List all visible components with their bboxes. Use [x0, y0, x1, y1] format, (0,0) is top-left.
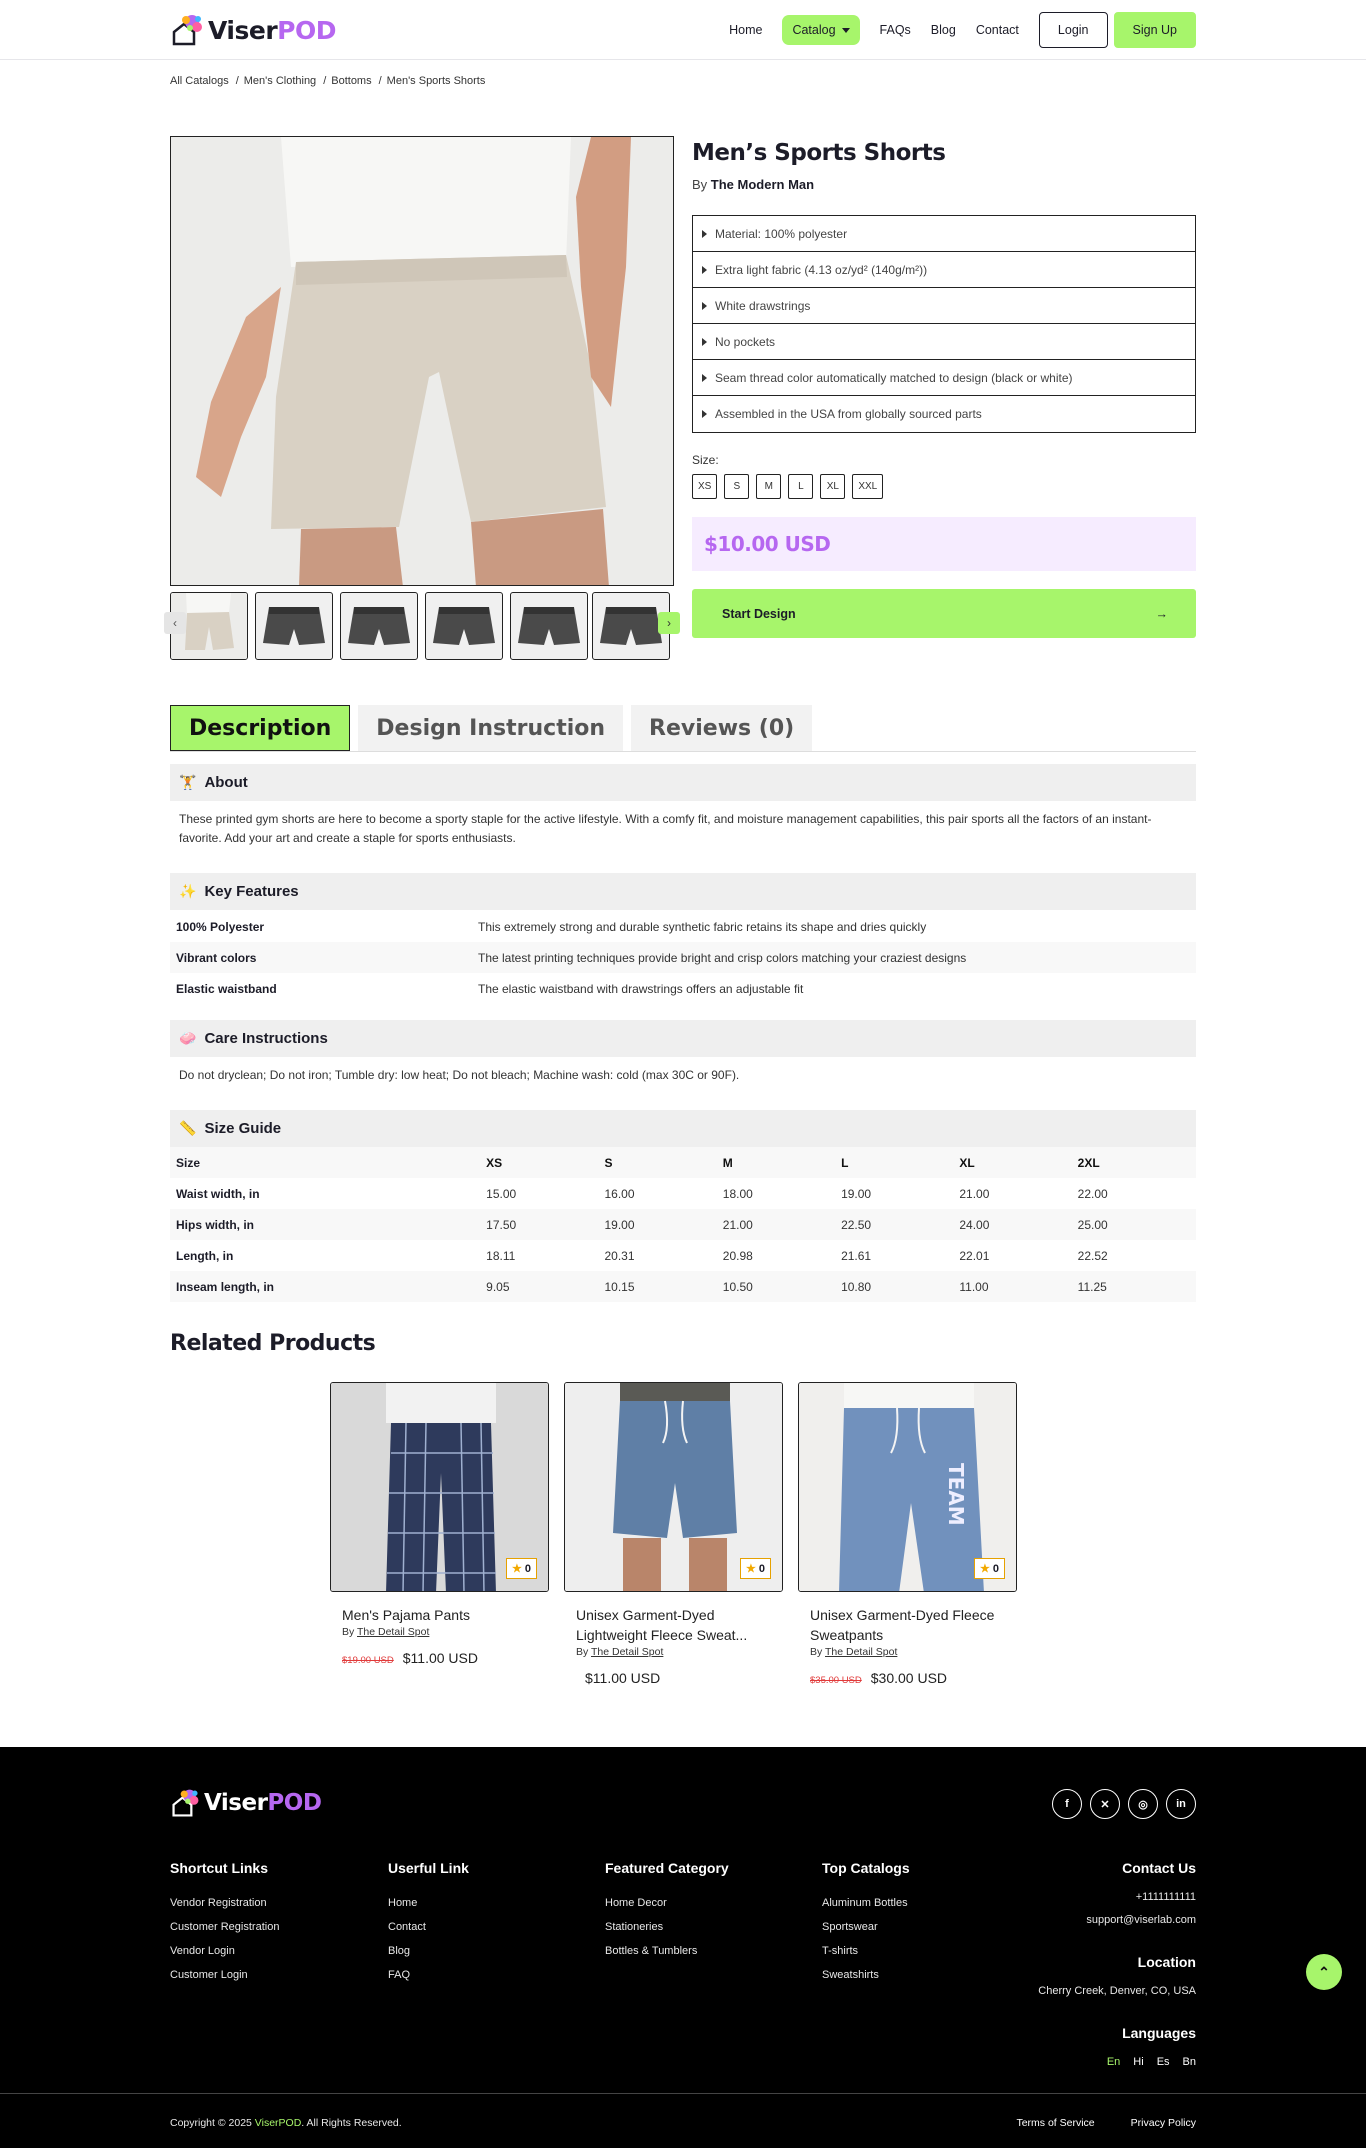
footer-col-title: Userful Link	[388, 1860, 469, 1876]
footer-logo-text	[204, 1790, 321, 1816]
footer-logo-part1: Viser	[204, 1790, 268, 1816]
footer-col-title: Shortcut Links	[170, 1860, 269, 1876]
footer-col-shortcuts	[170, 1860, 279, 1993]
footer-link[interactable]: Vendor Login	[170, 1945, 235, 1957]
footer-divider	[0, 2093, 1366, 2094]
about-text: These printed gym shorts are here to become a sporty staple for the active lifestyle. With a comfy fit, and moisture management capabilities, this pair sports all the factors of an instant-favorite. Add your art and create a staple for sports enthusiasts.	[179, 812, 1152, 845]
feature-item	[693, 252, 1195, 288]
copyright-pre: Copyright © 2025	[170, 2117, 252, 2129]
product-card-vendor-prefix: By	[810, 1646, 823, 1658]
product-vendor	[692, 177, 814, 192]
size-table-cell: XL	[959, 1155, 975, 1170]
size-table-cell: Inseam length, in	[176, 1279, 275, 1294]
legal-links	[980, 2117, 1196, 2129]
location-title: Location	[1137, 1954, 1196, 1970]
chevron-down-icon	[842, 28, 850, 33]
star-icon: ★	[512, 1563, 522, 1575]
product-card-vendor-link[interactable]: The Detail Spot	[591, 1646, 664, 1658]
key-feature-name: Vibrant colors	[176, 950, 257, 965]
product-card[interactable]	[564, 1382, 783, 1686]
tab-reviews[interactable]: Reviews (0)	[631, 705, 812, 751]
terms-link[interactable]: Terms of Service	[1016, 2117, 1095, 2129]
logo-mark-icon	[170, 12, 206, 48]
feature-item-text: Extra light fabric (4.13 oz/yd² (140g/m²))	[715, 262, 928, 277]
product-card-price	[810, 1670, 1017, 1686]
size-table-cell: 9.05	[486, 1279, 510, 1294]
copyright-brand[interactable]: ViserPOD	[254, 2117, 302, 2129]
tab-design-instruction[interactable]: Design Instruction	[358, 705, 623, 751]
size-table-cell: 22.50	[841, 1217, 872, 1232]
footer-col-featured	[605, 1860, 729, 1969]
size-table-cell: 22.01	[959, 1248, 990, 1263]
key-feature-desc: This extremely strong and durable synthetic fabric retains its shape and dries quickly	[478, 919, 927, 934]
start-design-button[interactable]	[692, 589, 1196, 638]
feature-item-text: Material: 100% polyester	[715, 226, 848, 241]
product-card-vendor-prefix: By	[576, 1646, 589, 1658]
size-selector	[692, 474, 890, 499]
footer-contact	[1038, 1860, 1196, 2068]
nav-blog[interactable]: Blog	[930, 23, 956, 37]
key-feature-row	[170, 942, 1196, 973]
x-icon[interactable]: ✕	[1090, 1789, 1120, 1819]
caret-right-icon	[702, 266, 707, 274]
caret-right-icon	[702, 302, 707, 310]
size-label: Size:	[692, 453, 719, 467]
thumbnail-next-icon[interactable]: ›	[658, 612, 680, 634]
size-table-cell: L	[841, 1155, 849, 1170]
care-title: Care Instructions	[204, 1030, 328, 1047]
caret-right-icon	[702, 410, 707, 418]
size-table-cell: S	[604, 1155, 613, 1170]
size-table-row	[170, 1240, 1196, 1271]
language-es[interactable]: Es	[1156, 2056, 1170, 2068]
size-option-xs[interactable]: XS	[692, 474, 717, 499]
logo-text-part1: Viser	[208, 15, 278, 45]
size-table-cell: Waist width, in	[176, 1186, 260, 1201]
footer-link[interactable]: Customer Login	[170, 1969, 248, 1981]
size-guide-title: Size Guide	[204, 1120, 282, 1137]
thumbnail-4[interactable]	[425, 592, 503, 660]
size-table-cell: M	[722, 1155, 733, 1170]
nav-catalog-label: Catalog	[792, 23, 836, 37]
breadcrumb-separator: /	[323, 75, 327, 87]
size-table-cell: Size	[176, 1155, 201, 1170]
breadcrumb-separator: /	[235, 75, 239, 87]
size-table-cell: 2XL	[1077, 1155, 1100, 1170]
thumbnail-2[interactable]	[255, 592, 333, 660]
language-bn[interactable]: Bn	[1182, 2056, 1196, 2068]
footer-link[interactable]: FAQ	[388, 1969, 411, 1981]
star-icon: ★	[980, 1563, 990, 1575]
key-feature-row	[170, 973, 1196, 1004]
size-table-cell: 21.00	[722, 1217, 753, 1232]
product-card-vendor-prefix: By	[342, 1626, 355, 1638]
rating-badge	[740, 1558, 771, 1579]
footer-link[interactable]: Blog	[388, 1945, 411, 1957]
price-box	[692, 517, 1196, 571]
language-en[interactable]: En	[1106, 2056, 1121, 2068]
footer-link[interactable]: Vendor Registration	[170, 1897, 267, 1909]
footer-link[interactable]: Aluminum Bottles	[822, 1897, 908, 1909]
current-price: $30.00 USD	[870, 1670, 948, 1686]
care-text: Do not dryclean; Do not iron; Tumble dry: low heat; Do not bleach; Machine wash: cold (max 30C or 90F).	[179, 1068, 740, 1082]
rating-value: 0	[524, 1562, 531, 1575]
location-text: Cherry Creek, Denver, CO, USA	[1038, 1985, 1196, 1997]
product-card-price	[576, 1670, 783, 1686]
product-card-vendor	[342, 1626, 549, 1638]
size-table-cell: 21.00	[959, 1186, 990, 1201]
size-table-cell: 11.25	[1077, 1279, 1107, 1294]
size-table-cell: 22.52	[1077, 1248, 1108, 1263]
size-table-cell: 22.00	[1077, 1186, 1108, 1201]
product-vendor-name[interactable]: The Modern Man	[710, 177, 815, 192]
size-table-cell: 16.00	[604, 1186, 635, 1201]
size-table-row	[170, 1271, 1196, 1302]
current-price: $11.00 USD	[585, 1670, 661, 1686]
caret-right-icon	[702, 374, 707, 382]
signup-button[interactable]: Sign Up	[1114, 12, 1196, 48]
logo-text-part2: POD	[277, 15, 336, 45]
feature-item-text: No pockets	[715, 334, 776, 349]
feature-item	[693, 396, 1195, 432]
product-card-vendor-link[interactable]: The Detail Spot	[357, 1626, 430, 1638]
footer-link[interactable]: Customer Registration	[170, 1921, 280, 1933]
thumbnail-strip	[170, 592, 674, 660]
contact-title: Contact Us	[1122, 1860, 1196, 1876]
size-table-cell: 10.50	[722, 1279, 753, 1294]
key-feature-desc: The latest printing techniques provide bright and crisp colors matching your craziest designs	[478, 950, 967, 965]
main-nav	[709, 11, 1196, 49]
rating-badge	[506, 1558, 537, 1579]
footer-link[interactable]: Bottles & Tumblers	[605, 1945, 698, 1957]
feature-item	[693, 216, 1195, 252]
size-table-cell: 18.00	[722, 1186, 753, 1201]
linkedin-icon[interactable]: in	[1166, 1789, 1196, 1819]
languages-title: Languages	[1122, 2025, 1196, 2041]
product-card-name[interactable]: Unisex Garment-Dyed Lightweight Fleece Sweat...	[576, 1607, 748, 1643]
language-selector	[1038, 2056, 1196, 2068]
logo-text	[208, 16, 336, 45]
site-header	[0, 0, 1366, 60]
size-option-m[interactable]: M	[756, 474, 781, 499]
care-heading	[170, 1020, 1196, 1057]
key-feature-desc: The elastic waistband with drawstrings offers an adjustable fit	[478, 981, 804, 996]
footer-logo-part2: POD	[267, 1790, 322, 1816]
size-guide-heading	[170, 1110, 1196, 1147]
size-table-cell: Length, in	[176, 1248, 234, 1263]
size-table-cell: Hips width, in	[176, 1217, 254, 1232]
footer-link[interactable]: Contact	[388, 1921, 426, 1933]
nav-home[interactable]: Home	[729, 23, 763, 37]
rating-badge	[974, 1558, 1005, 1579]
logo-mark-icon	[170, 1787, 202, 1819]
feature-item-text: Seam thread color automatically matched to design (black or white)	[715, 370, 1073, 385]
key-features-heading	[170, 873, 1196, 910]
size-table-cell: 11.00	[959, 1279, 989, 1294]
caret-right-icon	[702, 230, 707, 238]
footer-col-catalogs	[822, 1860, 910, 1993]
footer-link[interactable]: T-shirts	[822, 1945, 859, 1957]
feature-item	[693, 324, 1195, 360]
thumbnail-5[interactable]	[510, 592, 588, 660]
product-title: Men’s Sports Shorts	[692, 140, 946, 166]
feature-item-text: Assembled in the USA from globally sourced parts	[715, 407, 982, 421]
size-table-cell: 18.11	[486, 1248, 516, 1263]
product-vendor-prefix: By	[692, 177, 708, 192]
size-table-cell: 10.80	[841, 1279, 872, 1294]
footer-link[interactable]: Home	[388, 1897, 418, 1909]
product-card-image[interactable]	[564, 1382, 783, 1592]
size-option-xl[interactable]: XL	[820, 474, 845, 499]
soap-icon: 🧼	[179, 1030, 197, 1046]
arrow-right-icon: →	[1155, 606, 1168, 621]
logo[interactable]	[170, 10, 336, 50]
key-feature-name: Elastic waistband	[176, 981, 277, 996]
product-card-name[interactable]: Men's Pajama Pants	[342, 1607, 470, 1623]
footer-logo[interactable]	[170, 1787, 321, 1819]
size-table-cell: 17.50	[486, 1217, 517, 1232]
size-table-cell: 24.00	[959, 1217, 990, 1232]
product-card-vendor	[576, 1646, 783, 1658]
product-card-price	[342, 1650, 549, 1666]
thumbnail-prev-icon[interactable]: ‹	[164, 612, 186, 634]
footer-col-title: Featured Category	[605, 1860, 729, 1876]
ruler-icon: 📏	[179, 1120, 197, 1136]
size-option-xxl[interactable]: XXL	[852, 474, 883, 499]
size-table-cell: 25.00	[1077, 1217, 1108, 1232]
product-card-image[interactable]	[798, 1382, 1017, 1592]
caret-right-icon	[702, 338, 707, 346]
sparkles-icon: ✨	[179, 883, 197, 899]
feature-item	[693, 360, 1195, 396]
size-table-cell: 19.00	[604, 1217, 635, 1232]
contact-phone[interactable]: +1111111111	[1135, 1891, 1196, 1903]
site-footer	[0, 1747, 1366, 2148]
feature-item	[693, 288, 1195, 324]
breadcrumb	[170, 75, 485, 87]
feature-list	[692, 215, 1196, 433]
product-card-vendor	[810, 1646, 1017, 1658]
footer-link[interactable]: Sweatshirts	[822, 1969, 879, 1981]
key-feature-name: 100% Polyester	[176, 919, 265, 934]
size-table-cell: 21.61	[841, 1248, 872, 1263]
old-price: $35.00 USD	[810, 1675, 862, 1686]
size-option-s[interactable]: S	[724, 474, 749, 499]
thumbnail-3[interactable]	[340, 592, 418, 660]
size-table-cell: XS	[486, 1155, 503, 1170]
tab-description[interactable]: Description	[170, 705, 350, 751]
footer-link[interactable]: Sportswear	[822, 1921, 878, 1933]
footer-col-title: Top Catalogs	[822, 1860, 910, 1876]
breadcrumb-bottoms[interactable]: Bottoms	[331, 75, 372, 87]
breadcrumb-mens-clothing[interactable]: Men's Clothing	[243, 75, 317, 87]
key-features-title: Key Features	[204, 883, 299, 900]
product-tabs	[170, 705, 1196, 752]
breadcrumb-current: Men's Sports Shorts	[386, 75, 486, 87]
size-table-row	[170, 1178, 1196, 1209]
size-table-cell: 19.00	[841, 1186, 872, 1201]
social-links	[1044, 1789, 1196, 1819]
privacy-link[interactable]: Privacy Policy	[1130, 2117, 1196, 2129]
login-button[interactable]: Login	[1039, 12, 1108, 48]
size-table-header	[170, 1147, 1196, 1178]
dumbbell-icon: 🏋	[179, 774, 197, 790]
size-table-row	[170, 1209, 1196, 1240]
nav-contact[interactable]: Contact	[975, 23, 1019, 37]
key-feature-row	[170, 911, 1196, 942]
product-main-image[interactable]	[170, 136, 674, 586]
size-table-cell: 20.98	[722, 1248, 753, 1263]
about-heading	[170, 764, 1196, 801]
facebook-icon[interactable]: f	[1052, 1789, 1082, 1819]
product-price: $10.00 USD	[704, 532, 831, 556]
product-card-name[interactable]: Unisex Garment-Dyed Fleece Sweatpants	[810, 1607, 995, 1643]
feature-item-text: White drawstrings	[715, 298, 811, 313]
breadcrumb-separator: /	[378, 75, 382, 87]
footer-link[interactable]: Home Decor	[605, 1897, 667, 1909]
breadcrumb-all-catalogs[interactable]: All Catalogs	[170, 75, 229, 87]
nav-faqs[interactable]: FAQs	[879, 23, 911, 37]
product-card[interactable]	[330, 1382, 549, 1666]
size-table-cell: 10.15	[604, 1279, 635, 1294]
scroll-to-top-icon[interactable]: ⌃	[1306, 1954, 1342, 1990]
related-products-title: Related Products	[170, 1331, 376, 1356]
size-table-cell: 15.00	[486, 1186, 517, 1201]
copyright	[170, 2117, 402, 2129]
rating-value: 0	[992, 1562, 999, 1575]
size-option-l[interactable]: L	[788, 474, 813, 499]
rating-value: 0	[758, 1562, 765, 1575]
language-hi[interactable]: Hi	[1133, 2056, 1144, 2068]
product-card[interactable]	[798, 1382, 1017, 1686]
instagram-icon[interactable]: ◎	[1128, 1789, 1158, 1819]
copyright-post: . All Rights Reserved.	[301, 2117, 402, 2129]
size-table-cell: 20.31	[604, 1248, 635, 1263]
about-title: About	[204, 774, 248, 791]
svg-text:TEAM: TEAM	[944, 1463, 968, 1526]
old-price: $19.00 USD	[342, 1655, 394, 1666]
footer-link[interactable]: Stationeries	[605, 1921, 664, 1933]
star-icon: ★	[746, 1563, 756, 1575]
product-card-vendor-link[interactable]: The Detail Spot	[825, 1646, 898, 1658]
contact-email[interactable]: support@viserlab.com	[1086, 1914, 1196, 1926]
footer-col-useful	[388, 1860, 469, 1993]
product-card-image[interactable]	[330, 1382, 549, 1592]
current-price: $11.00 USD	[402, 1650, 478, 1666]
nav-catalog[interactable]	[782, 15, 859, 45]
start-design-label: Start Design	[722, 606, 796, 621]
